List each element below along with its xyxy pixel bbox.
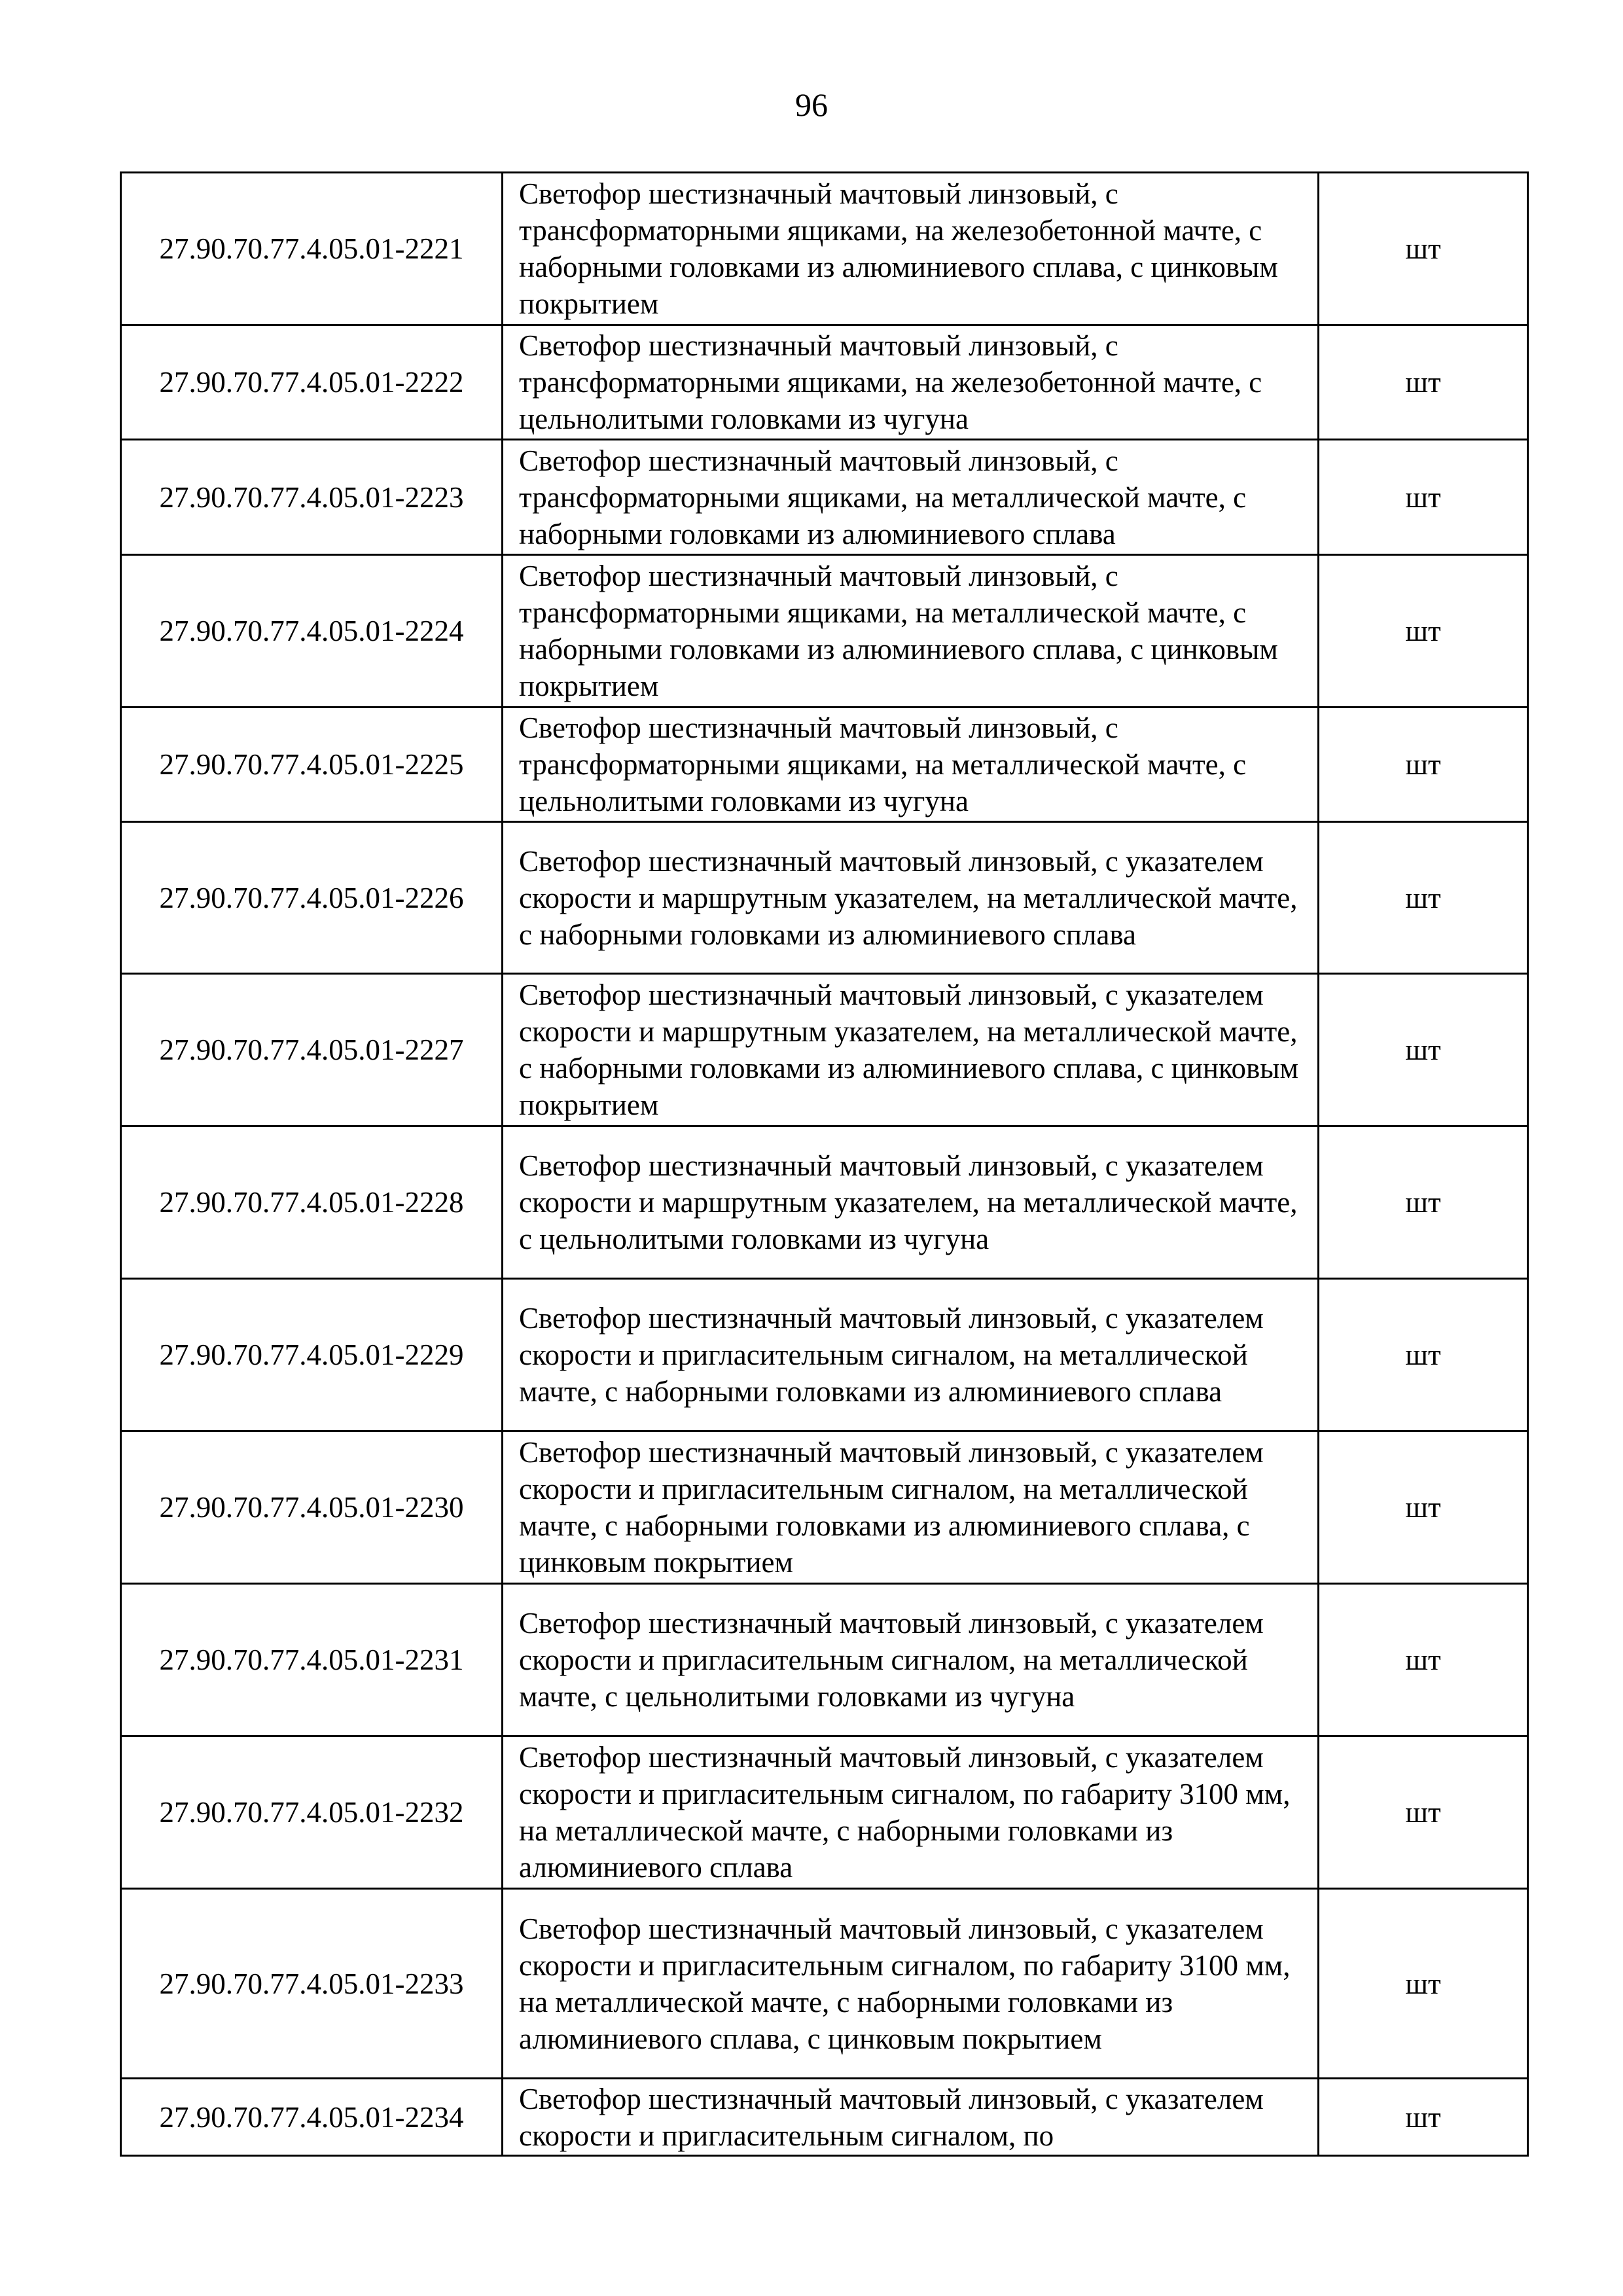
unit-of-measure: шт [1319,555,1528,708]
resource-code: 27.90.70.77.4.05.01-2221 [121,173,503,325]
resource-code: 27.90.70.77.4.05.01-2229 [121,1279,503,1431]
table-row [121,1889,1528,2079]
unit-of-measure: шт [1319,1279,1528,1431]
resource-description: Светофор шестизначный мачтовый линзовый, с указателем скорости и пригласительным сигналом, по габариту 3100 мм, на металлической мачте, с наборными головками из алюминиевого сплава [503,1736,1319,1889]
table-row [121,1279,1528,1431]
resource-description: Светофор шестизначный мачтовый линзовый, с указателем скорости и маршрутным указателем, на металлической мачте, с наборными головками из алюминиевого сплава, с цинковым покрытием [503,974,1319,1126]
resource-description: Светофор шестизначный мачтовый линзовый, с указателем скорости и маршрутным указателем, на металлической мачте, с наборными головками из алюминиевого сплава [503,822,1319,974]
unit-of-measure: шт [1319,822,1528,974]
resource-description: Светофор шестизначный мачтовый линзовый, с указателем скорости и пригласительным сигналом, по габариту 3100 мм, на металлической мачте, с наборными головками из алюминиевого сплава, с цинковым покрытием [503,1889,1319,2079]
unit-of-measure: шт [1319,1126,1528,1279]
unit-of-measure: шт [1319,440,1528,555]
resource-code: 27.90.70.77.4.05.01-2222 [121,325,503,440]
resource-description: Светофор шестизначный мачтовый линзовый, с указателем скорости и маршрутным указателем, на металлической мачте, с цельнолитыми головками из чугуна [503,1126,1319,1279]
table-row [121,440,1528,555]
resource-code: 27.90.70.77.4.05.01-2224 [121,555,503,708]
resource-code: 27.90.70.77.4.05.01-2232 [121,1736,503,1889]
table-row [121,555,1528,708]
unit-of-measure: шт [1319,325,1528,440]
unit-of-measure: шт [1319,1889,1528,2079]
resource-table [120,171,1529,2157]
table-row [121,1736,1528,1889]
resource-description: Светофор шестизначный мачтовый линзовый, с трансформаторными ящиками, на металлической мачте, с наборными головками из алюминиевого сплава, с цинковым покрытием [503,555,1319,708]
unit-of-measure: шт [1319,974,1528,1126]
resource-code: 27.90.70.77.4.05.01-2230 [121,1431,503,1584]
unit-of-measure: шт [1319,2079,1528,2156]
resource-description: Светофор шестизначный мачтовый линзовый, с трансформаторными ящиками, на железобетонной мачте, с наборными головками из алюминиевого сплава, с цинковым покрытием [503,173,1319,325]
unit-of-measure: шт [1319,1736,1528,1889]
table-row [121,2079,1528,2156]
unit-of-measure: шт [1319,1431,1528,1584]
table-row [121,708,1528,822]
resource-description: Светофор шестизначный мачтовый линзовый, с трансформаторными ящиками, на железобетонной мачте, с цельнолитыми головками из чугуна [503,325,1319,440]
resource-code: 27.90.70.77.4.05.01-2234 [121,2079,503,2156]
resource-description: Светофор шестизначный мачтовый линзовый, с указателем скорости и пригласительным сигналом, на металлической мачте, с наборными головками из алюминиевого сплава [503,1279,1319,1431]
unit-of-measure: шт [1319,1584,1528,1736]
table-row [121,1431,1528,1584]
resource-description: Светофор шестизначный мачтовый линзовый, с указателем скорости и пригласительным сигналом, на металлической мачте, с наборными головками из алюминиевого сплава, с цинковым покрытием [503,1431,1319,1584]
table-row [121,1584,1528,1736]
table-row [121,1126,1528,1279]
resource-code: 27.90.70.77.4.05.01-2228 [121,1126,503,1279]
resource-description: Светофор шестизначный мачтовый линзовый, с трансформаторными ящиками, на металлической мачте, с наборными головками из алюминиевого сплава [503,440,1319,555]
resource-code: 27.90.70.77.4.05.01-2227 [121,974,503,1126]
resource-code: 27.90.70.77.4.05.01-2223 [121,440,503,555]
table-row [121,822,1528,974]
resource-description: Светофор шестизначный мачтовый линзовый, с указателем скорости и пригласительным сигналом, по [503,2079,1319,2156]
table-row [121,325,1528,440]
table-row [121,974,1528,1126]
resource-code: 27.90.70.77.4.05.01-2233 [121,1889,503,2079]
resource-description: Светофор шестизначный мачтовый линзовый, с указателем скорости и пригласительным сигналом, на металлической мачте, с цельнолитыми головками из чугуна [503,1584,1319,1736]
unit-of-measure: шт [1319,173,1528,325]
table-row [121,173,1528,325]
unit-of-measure: шт [1319,708,1528,822]
resource-description: Светофор шестизначный мачтовый линзовый, с трансформаторными ящиками, на металлической мачте, с цельнолитыми головками из чугуна [503,708,1319,822]
resource-code: 27.90.70.77.4.05.01-2225 [121,708,503,822]
resource-code: 27.90.70.77.4.05.01-2226 [121,822,503,974]
page-number: 96 [795,86,828,123]
resource-code: 27.90.70.77.4.05.01-2231 [121,1584,503,1736]
